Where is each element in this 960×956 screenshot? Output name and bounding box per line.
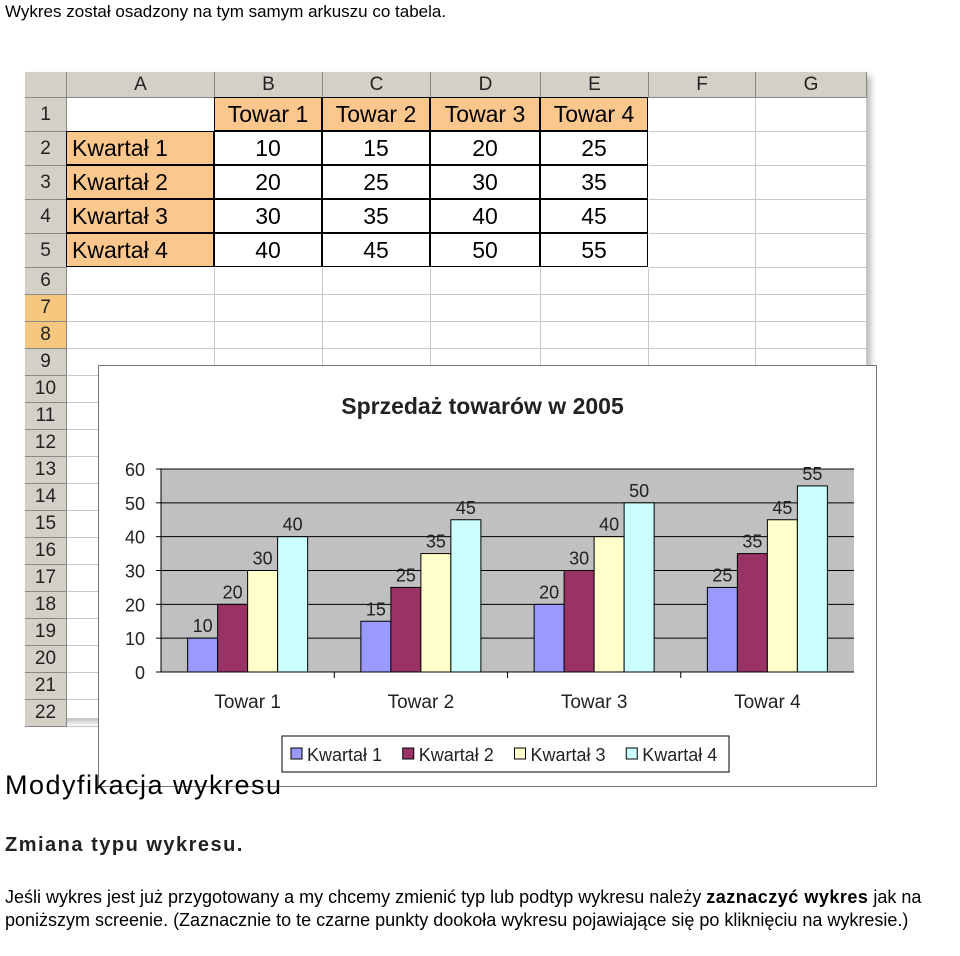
grid-cell bbox=[215, 268, 323, 295]
grid-cell bbox=[431, 295, 541, 322]
data-label: 40 bbox=[282, 514, 303, 535]
bar bbox=[188, 638, 218, 672]
grid-cell bbox=[323, 322, 431, 349]
bar bbox=[737, 554, 767, 672]
x-tick-label: Towar 4 bbox=[734, 692, 801, 713]
data-label: 20 bbox=[222, 582, 243, 603]
row-header: 20 bbox=[25, 646, 67, 673]
data-label: 25 bbox=[712, 565, 733, 586]
row-header: 19 bbox=[25, 619, 67, 646]
table-cell: 55 bbox=[540, 233, 648, 267]
bar bbox=[594, 537, 624, 672]
grid-cell bbox=[323, 268, 431, 295]
data-label: 35 bbox=[742, 531, 763, 552]
table-cell: 45 bbox=[322, 233, 430, 267]
bar bbox=[767, 520, 797, 672]
grid-cell bbox=[649, 295, 756, 322]
grid-cell bbox=[67, 322, 215, 349]
grid-cell bbox=[649, 132, 756, 166]
grid-cell bbox=[756, 132, 867, 166]
grid-cell bbox=[649, 234, 756, 268]
legend-label: Kwartał 1 bbox=[307, 745, 383, 765]
grid-cell bbox=[756, 295, 867, 322]
table-cell: 10 bbox=[214, 131, 322, 165]
y-tick-label: 30 bbox=[124, 561, 145, 582]
table-cell: 20 bbox=[214, 165, 322, 199]
grid-cell bbox=[649, 200, 756, 234]
row-header: 21 bbox=[25, 673, 67, 700]
y-tick-label: 20 bbox=[124, 595, 145, 616]
grid-cell bbox=[756, 234, 867, 268]
table-cell: Kwartał 1 bbox=[66, 131, 214, 165]
x-tick-label: Towar 2 bbox=[387, 692, 455, 713]
grid-cell bbox=[541, 322, 649, 349]
column-header: B bbox=[215, 72, 323, 98]
column-header: A bbox=[67, 72, 215, 98]
y-tick-label: 10 bbox=[124, 629, 145, 650]
column-header: C bbox=[323, 72, 431, 98]
table-cell: Kwartał 4 bbox=[66, 233, 214, 267]
section-paragraph bbox=[5, 886, 960, 931]
bar bbox=[797, 486, 827, 672]
row-header: 1 bbox=[25, 98, 67, 132]
grid-cell bbox=[649, 322, 756, 349]
paragraph-bold-text: zaznaczyć wykres bbox=[706, 887, 869, 907]
table-cell: 20 bbox=[430, 131, 540, 165]
bar-chart bbox=[99, 366, 876, 786]
data-label: 30 bbox=[569, 548, 590, 569]
row-header: 14 bbox=[25, 484, 67, 511]
bar bbox=[361, 621, 391, 672]
row-header: 5 bbox=[25, 234, 67, 268]
row-header: 18 bbox=[25, 592, 67, 619]
x-tick-label: Towar 1 bbox=[214, 692, 281, 713]
table-cell: 25 bbox=[322, 165, 430, 199]
data-label: 30 bbox=[252, 548, 273, 569]
table-cell: 50 bbox=[430, 233, 540, 267]
legend-swatch bbox=[626, 748, 637, 759]
bar bbox=[421, 554, 451, 672]
row-header: 12 bbox=[25, 430, 67, 457]
grid-cell bbox=[756, 98, 867, 132]
y-tick-label: 0 bbox=[134, 663, 145, 683]
grid-cell bbox=[67, 268, 215, 295]
paragraph-text-2: jak na poniższym screenie. (Zaznacznie to te czarne punkty dookoła wykresu pojawiające się po kliknięciu na wykresie.) bbox=[5, 887, 922, 930]
grid-cell bbox=[67, 295, 215, 322]
paragraph-text-1: Jeśli wykres jest już przygotowany a my chcemy zmienić typ lub podtyp wykresu należy bbox=[5, 887, 707, 907]
y-tick-label: 60 bbox=[124, 460, 145, 480]
row-header: 10 bbox=[25, 376, 67, 403]
bar bbox=[391, 587, 421, 672]
row-header: 2 bbox=[25, 132, 67, 166]
data-label: 50 bbox=[629, 480, 650, 501]
table-cell: 35 bbox=[322, 199, 430, 233]
table-cell: 15 bbox=[322, 131, 430, 165]
chart-title: Sprzedaż towarów w 2005 bbox=[341, 393, 624, 419]
bar bbox=[248, 571, 278, 673]
spreadsheet-screenshot bbox=[25, 72, 867, 765]
data-label: 20 bbox=[539, 582, 560, 603]
row-header: 13 bbox=[25, 457, 67, 484]
legend-label: Kwartał 3 bbox=[530, 745, 606, 765]
embedded-chart bbox=[98, 365, 877, 787]
data-label: 10 bbox=[192, 616, 213, 637]
grid-cell bbox=[649, 166, 756, 200]
table-cell: Towar 1 bbox=[214, 97, 322, 131]
table-cell: Towar 4 bbox=[540, 97, 648, 131]
row-header: 6 bbox=[25, 268, 67, 295]
data-label: 15 bbox=[365, 599, 386, 620]
data-label: 25 bbox=[395, 565, 416, 586]
bar bbox=[564, 571, 594, 673]
grid-cell bbox=[215, 295, 323, 322]
table-cell: 35 bbox=[540, 165, 648, 199]
bar bbox=[451, 520, 481, 672]
grid-cell bbox=[756, 200, 867, 234]
table-cell: Kwartał 3 bbox=[66, 199, 214, 233]
y-tick-label: 50 bbox=[124, 493, 145, 514]
x-tick-label: Towar 3 bbox=[560, 692, 628, 713]
row-header: 7 bbox=[25, 295, 67, 322]
intro-text: Wykres został osadzony na tym samym arkuszu co tabela. bbox=[5, 2, 447, 21]
data-label: 55 bbox=[802, 463, 823, 484]
table-cell: 40 bbox=[214, 233, 322, 267]
legend-swatch bbox=[515, 748, 526, 759]
table-cell: 25 bbox=[540, 131, 648, 165]
table-cell: Kwartał 2 bbox=[66, 165, 214, 199]
column-header: E bbox=[541, 72, 649, 98]
grid-cell bbox=[541, 295, 649, 322]
grid-cell bbox=[323, 295, 431, 322]
data-label: 45 bbox=[772, 497, 793, 518]
row-header: 17 bbox=[25, 565, 67, 592]
grid-cell bbox=[649, 98, 756, 132]
select-all-corner bbox=[25, 72, 67, 98]
grid-cell bbox=[756, 166, 867, 200]
table-cell: Towar 2 bbox=[322, 97, 430, 131]
bar bbox=[278, 537, 308, 672]
bar bbox=[707, 587, 737, 672]
grid-cell bbox=[67, 98, 215, 132]
legend-swatch bbox=[291, 748, 302, 759]
row-header: 22 bbox=[25, 700, 67, 727]
row-header: 15 bbox=[25, 511, 67, 538]
row-header: 3 bbox=[25, 166, 67, 200]
grid-cell bbox=[431, 322, 541, 349]
section-heading: Modyfikacja wykresu bbox=[5, 770, 283, 800]
bar bbox=[624, 503, 654, 672]
legend-label: Kwartał 2 bbox=[418, 745, 494, 765]
column-header: D bbox=[431, 72, 541, 98]
table-cell: Towar 3 bbox=[430, 97, 540, 131]
grid-cell bbox=[215, 322, 323, 349]
table-cell: 40 bbox=[430, 199, 540, 233]
column-header: F bbox=[649, 72, 756, 98]
section-subheading: Zmiana typu wykresu. bbox=[5, 834, 244, 856]
table-cell: 30 bbox=[430, 165, 540, 199]
y-tick-label: 40 bbox=[124, 527, 145, 548]
data-label: 40 bbox=[599, 514, 620, 535]
table-cell: 45 bbox=[540, 199, 648, 233]
grid-cell bbox=[756, 268, 867, 295]
column-header: G bbox=[756, 72, 867, 98]
grid-cell bbox=[756, 322, 867, 349]
grid-cell bbox=[649, 268, 756, 295]
data-label: 45 bbox=[455, 497, 476, 518]
legend-label: Kwartał 4 bbox=[642, 745, 718, 765]
bar bbox=[218, 604, 248, 672]
row-header: 8 bbox=[25, 322, 67, 349]
data-label: 35 bbox=[425, 531, 446, 552]
row-header: 9 bbox=[25, 349, 67, 376]
row-header: 11 bbox=[25, 403, 67, 430]
grid-cell bbox=[541, 268, 649, 295]
row-header: 4 bbox=[25, 200, 67, 234]
table-cell: 30 bbox=[214, 199, 322, 233]
bar bbox=[534, 604, 564, 672]
grid-cell bbox=[431, 268, 541, 295]
legend-swatch bbox=[403, 748, 414, 759]
row-header: 16 bbox=[25, 538, 67, 565]
